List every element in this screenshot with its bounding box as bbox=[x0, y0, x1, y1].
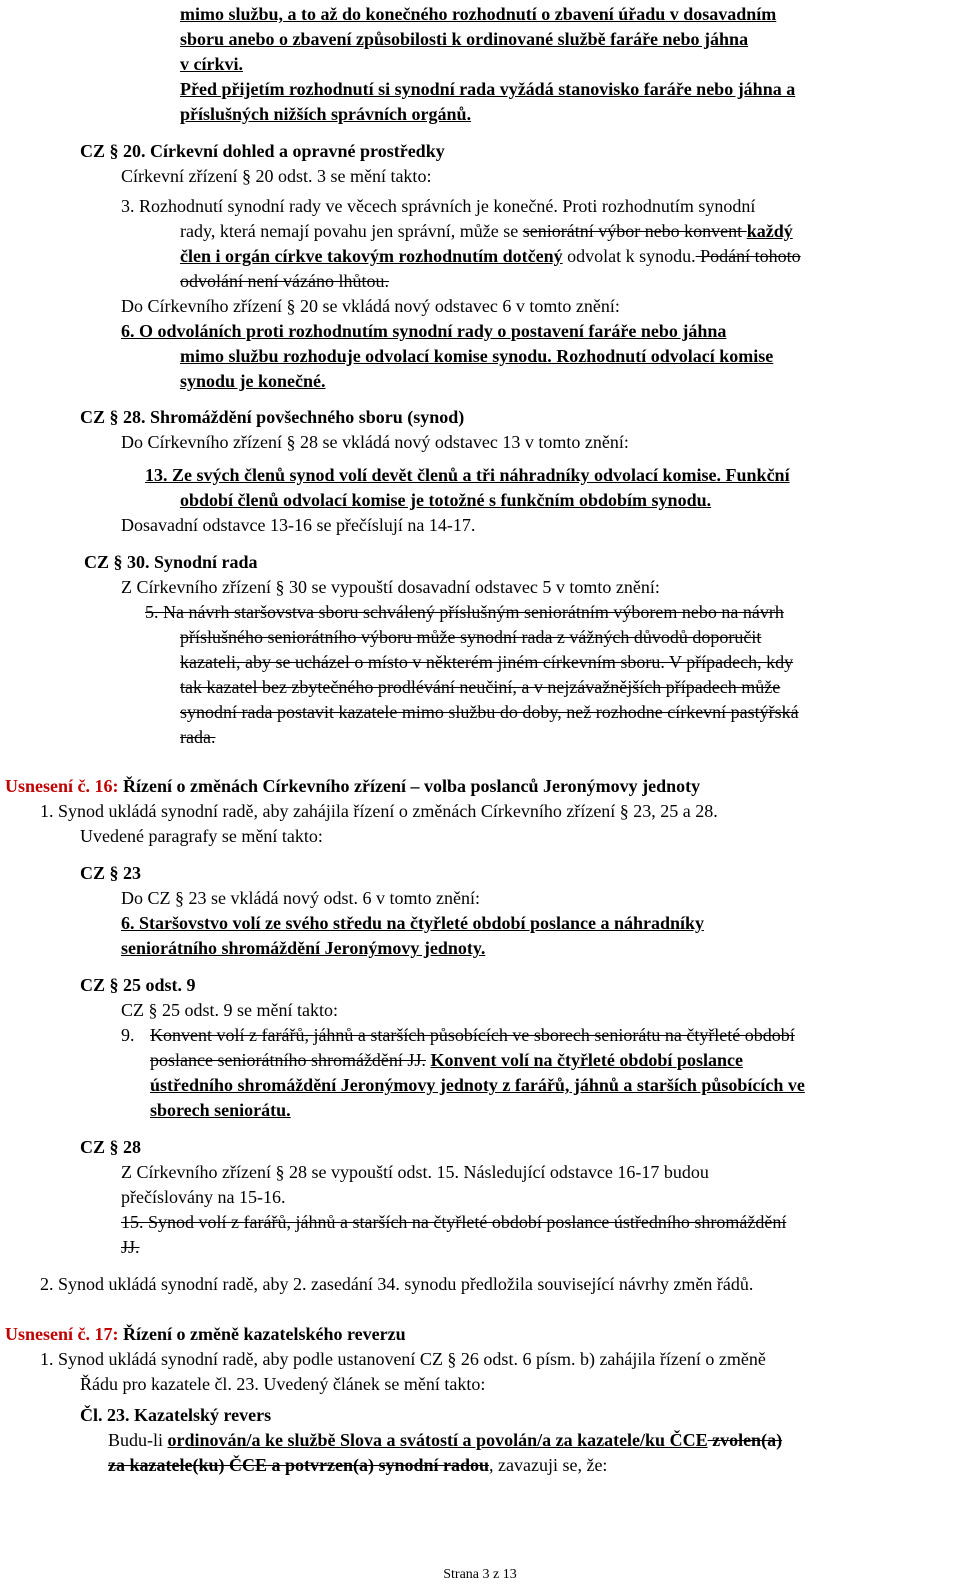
paragraph-line: synodu je konečné. bbox=[180, 371, 326, 391]
list-item: Řádu pro kazatele čl. 23. Uvedený článek se mění takto: bbox=[80, 1374, 486, 1394]
paragraph-line: Budu-li ordinován/a ke službě Slova a svátostí a povolán/a za kazatele/ku ČCE zvolen(a) bbox=[108, 1430, 783, 1450]
paragraph-line: Dosavadní odstavce 13-16 se přečíslují na 14-17. bbox=[121, 515, 476, 535]
paragraph-line: rady, která nemají povahu jen správní, může se seniorátní výbor nebo konvent každý bbox=[180, 221, 793, 241]
section-heading: CZ § 25 odst. 9 bbox=[80, 975, 196, 995]
section-heading: CZ § 23 bbox=[80, 863, 142, 883]
section-heading: CZ § 20. Církevní dohled a opravné prostředky bbox=[80, 141, 445, 161]
page-footer: Strana 3 z 13 bbox=[443, 1567, 517, 1582]
resolution-heading: Usnesení č. 17: Řízení o změně kazatelského reverzu bbox=[5, 1324, 406, 1344]
paragraph-line: za kazatele(ku) ČCE a potvrzen(a) synodní radou, zavazuji se, že: bbox=[108, 1455, 608, 1475]
paragraph-line: odvolání není vázáno lhůtou. bbox=[180, 271, 389, 291]
paragraph-line: mimo službu rozhoduje odvolací komise synodu. Rozhodnutí odvolací komise bbox=[180, 346, 774, 366]
paragraph-line: seniorátního shromáždění Jeronýmovy jednoty. bbox=[121, 938, 486, 958]
paragraph-number: 9. bbox=[121, 1025, 135, 1045]
section-intro: Do Církevního zřízení § 20 se vkládá nový odstavec 6 v tomto znění: bbox=[121, 296, 620, 316]
paragraph-line: 6. Staršovstvo volí ze svého středu na čtyřleté období poslance a náhradníky bbox=[121, 913, 705, 933]
paragraph-line: přečíslovány na 15-16. bbox=[121, 1187, 286, 1207]
article-heading: Čl. 23. Kazatelský revers bbox=[80, 1405, 272, 1425]
paragraph-line: ústředního shromáždění Jeronýmovy jednoty z farářů, jáhnů a starších působících ve bbox=[150, 1075, 805, 1095]
paragraph-line: tak kazatel bez zbytečného prodlévání neučiní, a v nejzávažnějších případech může bbox=[180, 677, 781, 697]
list-item: 1. Synod ukládá synodní radě, aby zahájila řízení o změnách Církevního zřízení § 23, 25 a 28. bbox=[40, 801, 718, 821]
text-line: příslušných nižších správních orgánů. bbox=[180, 104, 472, 124]
paragraph-line: poslance seniorátního shromáždění JJ. Konvent volí na čtyřleté období poslance bbox=[150, 1050, 743, 1070]
paragraph-line: rada. bbox=[180, 727, 216, 747]
text-line: mimo službu, a to až do konečného rozhodnutí o zbavení úřadu v dosavadním bbox=[180, 4, 777, 24]
paragraph-line: 3. Rozhodnutí synodní rady ve věcech správních je konečné. Proti rozhodnutím synodní bbox=[121, 196, 756, 216]
paragraph-line: Konvent volí z farářů, jáhnů a starších působících ve sborech seniorátu na čtyřleté období bbox=[150, 1025, 795, 1045]
text-line: sboru anebo o zbavení způsobilosti k ordinované službě faráře nebo jáhna bbox=[180, 29, 749, 49]
paragraph-line: sborech seniorátu. bbox=[150, 1100, 291, 1120]
list-item: Uvedené paragrafy se mění takto: bbox=[80, 826, 323, 846]
paragraph-line: kazateli, aby se ucházel o místo v některém jiném církevním sboru. V případech, kdy bbox=[180, 652, 794, 672]
list-item: 1. Synod ukládá synodní radě, aby podle ustanovení CZ § 26 odst. 6 písm. b) zahájila řízení o změně bbox=[40, 1349, 766, 1369]
list-item: 2. Synod ukládá synodní radě, aby 2. zasedání 34. synodu předložila související návrhy změn řádů. bbox=[40, 1274, 754, 1294]
paragraph-line: člen i orgán církve takovým rozhodnutím dotčený odvolat k synodu. Podání tohoto bbox=[180, 246, 801, 266]
resolution-heading: Usnesení č. 16: Řízení o změnách Církevního zřízení – volba poslanců Jeronýmovy jednoty bbox=[5, 776, 701, 796]
section-intro: CZ § 25 odst. 9 se mění takto: bbox=[121, 1000, 338, 1020]
paragraph-line: synodní rada postavit kazatele mimo službu do doby, než rozhodne církevní pastýřská bbox=[180, 702, 799, 722]
paragraph-line: 6. O odvoláních proti rozhodnutím synodní rady o postavení faráře nebo jáhna bbox=[121, 321, 727, 341]
paragraph-line: 13. Ze svých členů synod volí devět členů a tři náhradníky odvolací komise. Funkční bbox=[145, 465, 790, 485]
section-heading: CZ § 30. Synodní rada bbox=[84, 552, 258, 572]
paragraph-line: Z Církevního zřízení § 28 se vypouští odst. 15. Následující odstavce 16-17 budou bbox=[121, 1162, 709, 1182]
section-heading: CZ § 28. Shromáždění povšechného sboru (synod) bbox=[80, 407, 465, 427]
text-line: Před přijetím rozhodnutí si synodní rada vyžádá stanovisko faráře nebo jáhna a bbox=[180, 79, 796, 99]
paragraph-line: příslušného seniorátního výboru může synodní rada z vážných důvodů doporučit bbox=[180, 627, 762, 647]
paragraph-line: 15. Synod volí z farářů, jáhnů a starších na čtyřleté období poslance ústředního shromáždění bbox=[121, 1212, 787, 1232]
paragraph-line: 5. Na návrh staršovstva sboru schválený příslušným seniorátním výborem nebo na návrh bbox=[145, 602, 784, 622]
text-line: v církvi. bbox=[180, 54, 243, 74]
paragraph-line: JJ. bbox=[121, 1237, 140, 1257]
section-heading: CZ § 28 bbox=[80, 1137, 142, 1157]
section-intro: Z Církevního zřízení § 30 se vypouští dosavadní odstavec 5 v tomto znění: bbox=[121, 577, 660, 597]
paragraph-line: období členů odvolací komise je totožné s funkčním obdobím synodu. bbox=[180, 490, 712, 510]
section-intro: Do CZ § 23 se vkládá nový odst. 6 v tomto znění: bbox=[121, 888, 480, 908]
section-intro: Církevní zřízení § 20 odst. 3 se mění takto: bbox=[121, 166, 432, 186]
section-intro: Do Církevního zřízení § 28 se vkládá nový odstavec 13 v tomto znění: bbox=[121, 432, 629, 452]
